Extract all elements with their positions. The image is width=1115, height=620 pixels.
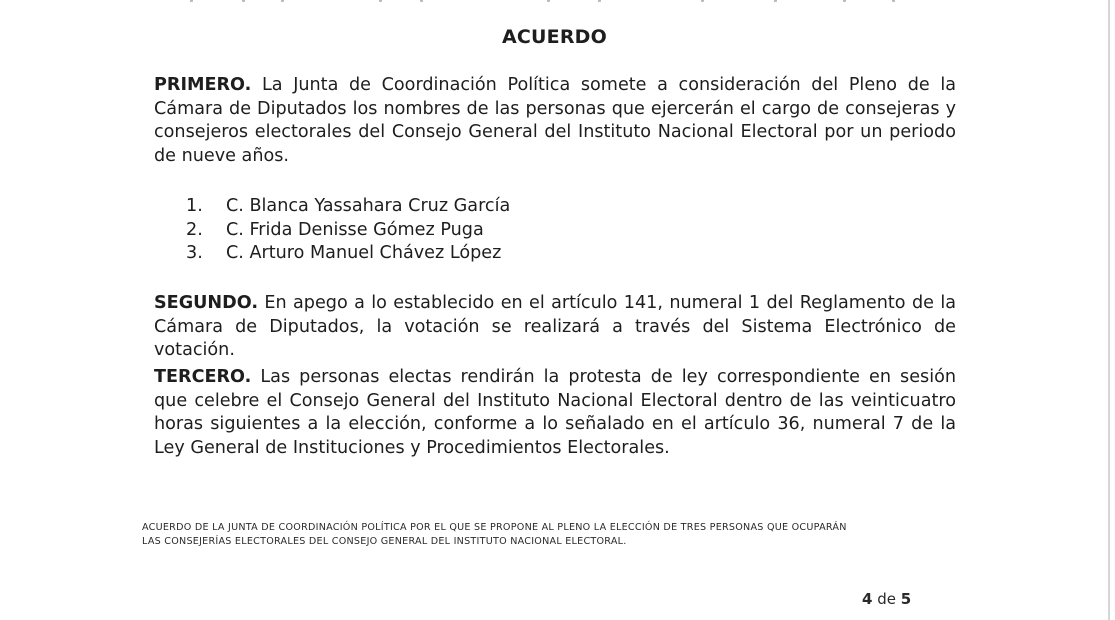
list-item [180, 242, 510, 266]
segundo-label: SEGUNDO. [154, 293, 258, 313]
list-item [180, 195, 510, 219]
page-separator: de [877, 590, 896, 608]
list-item-number: 1. [186, 196, 203, 216]
primero-label: PRIMERO. [154, 75, 252, 95]
page-number [862, 590, 911, 608]
list-item [180, 219, 510, 243]
list-item-number: 3. [186, 243, 203, 263]
segundo-text: En apego a lo establecido en el artículo 141, numeral 1 del Reglamento de la Cámara de Diputados, la votación se realizará a través del Sistema Electrónico de votación. [154, 293, 956, 360]
text-fragment [843, 0, 846, 2]
list-item-number: 2. [186, 219, 203, 240]
text-fragment [774, 0, 777, 2]
candidate-name: C. Frida Denisse Gómez Puga [226, 219, 484, 240]
tercero-label: TERCERO. [154, 367, 252, 387]
segundo-paragraph [154, 292, 956, 363]
footer-line: LAS CONSEJERÍAS ELECTORALES DEL CONSEJO GENERAL DEL INSTITUTO NACIONAL ELECTORAL. [142, 536, 627, 547]
primero-text: La Junta de Coordinación Política somete a consideración del Pleno de la Cámara de Diputados los nombres de las personas que ejercerán el cargo de consejeras y consejeros electorales del Consejo General del Instituto Nacional Electoral por un periodo de nueve años. [154, 75, 956, 166]
page-edge-divider [1108, 0, 1110, 620]
text-fragment [547, 0, 550, 2]
text-fragment [420, 0, 423, 2]
candidate-name: C. Arturo Manuel Chávez López [226, 243, 502, 263]
text-fragment [892, 0, 895, 2]
candidate-name: C. Blanca Yassahara Cruz García [226, 196, 511, 216]
page-total: 5 [900, 590, 912, 608]
tercero-text: Las personas electas rendirán la protesta de ley correspondiente en sesión que celebre el Consejo General del Instituto Nacional Electoral dentro de las veinticuatro horas siguientes a la elección, conforme a lo señalado en el artículo 36, numeral 7 de la Ley General de Instituciones y Procedimientos Electorales. [154, 367, 956, 458]
document-footer-note [142, 521, 982, 549]
text-fragment [598, 0, 601, 2]
primero-paragraph [154, 74, 956, 168]
candidate-list [180, 195, 510, 266]
tercero-paragraph [154, 366, 956, 460]
document-title: ACUERDO [501, 26, 607, 48]
text-fragment [242, 0, 245, 2]
cropped-text-fragments [150, 0, 970, 4]
text-fragment [379, 0, 382, 2]
footer-line: ACUERDO DE LA JUNTA DE COORDINACIÓN POLÍTICA POR EL QUE SE PROPONE AL PLENO LA ELECCIÓN DE TRES PERSONAS QUE OCUPARÁN [142, 522, 847, 533]
text-fragment [281, 0, 284, 2]
page-current: 4 [862, 590, 873, 608]
text-fragment [190, 0, 193, 2]
text-fragment [701, 0, 704, 2]
